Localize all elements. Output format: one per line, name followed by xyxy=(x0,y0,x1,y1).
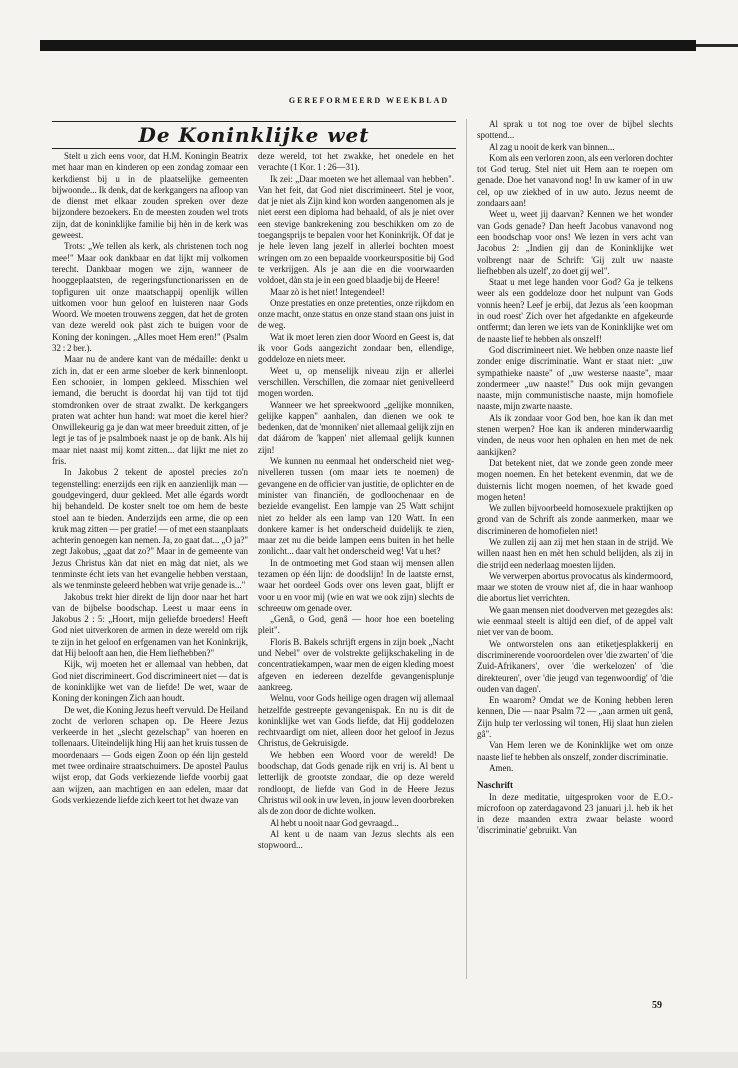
paragraph: Trots: „We tellen als kerk, als christenen toch nog mee!" Maar ook dankbaar en dat lijkt mij volkomen terecht. Dankbaar mogen we zijn, wanneer de hooggeplaatsten, de regeringsfunctionarissen en de topfiguren uit onze maatschappij openlijk willen uitkomen voor hun geloof en luisteren naar Gods Woord. We moeten trouwens zeggen, dat het de groten van deze wereld ook pàst zich te buigen voor de Koning der koningen. „Alles moet Hem eren!" (Psalm 32 : 2 ber.). xyxy=(52,241,248,354)
article-title-box xyxy=(52,121,456,149)
paragraph: Weet u, op menselijk niveau zijn er allerlei verschillen. Verschillen, die zomaar niet genivelleerd mogen worden. xyxy=(258,365,454,399)
top-bar xyxy=(40,40,696,51)
paragraph: Stelt u zich eens voor, dat H.M. Koningin Beatrix met haar man en kinderen op een zondag zomaar een kerkdienst bij u in de plaatselijke gemeenten bijwoonde... Ik denk, dat de kerkgangers na afloop van de dienst met elkaar zouden spreken over deze bijzondere bezoekers. En de meesten zouden wel trots zijn, dat de koninklijke familie bij hèn in de kerk was geweest. xyxy=(52,151,248,241)
paragraph: Al hebt u nooit naar God gevraagd... xyxy=(270,817,399,828)
paragraph: We kunnen nu eenmaal het onderscheid niet weg-nivelleren tussen (om maar iets te noemen) de gevangene en de officier van justitie, de oplichter en de minister van financiën, de godloochenaar en de bezielde evangelist. Een lampje van 25 Watt schijnt niet zo helder als een lamp van 120 Watt. In een donkere kamer is het onderscheid duidelijk te zien, maar zet nu die beide lampen eens buiten in het helle zonlicht... daar valt het onderscheid weg! Vat u het? xyxy=(258,456,454,557)
page-number: 59 xyxy=(652,1000,662,1011)
top-bar-end xyxy=(696,44,738,47)
paragraph: In de ontmoeting met God staan wij mensen allen tezamen op één lijn: de doodslijn! In de laatste ernst, waar het oordeel Gods over ons leven gaat, blijft er voor u en voor mij (wie en wat we ook zijn) slechts de schreeuw om genade over. xyxy=(258,557,454,613)
paragraph: Kijk, wij moeten het er allemaal van hebben, dat God niet discrimineert. God discrimineert niet — dat is de koninklijke wet van de liefde! De wet, waar de Koning der koningen Zich aan houdt. xyxy=(52,659,248,704)
paragraph: Maar nu de andere kant van de médaille: denkt u zich in, dat er een arme sloeber de kerk binnenloopt. Een schooier, in lompen gekleed. Misschien wel iemand, die berucht is doordat hij van tijd tot tijd stomdronken over de straat zwalkt. De kerkgangers praten wat achter hun hand: wat moet die kerel hier? Onwillekeurig ga je dan wat meer breeduit zitten, of je legt je tas of je psalmboek naast je op de bank. Als hij maar niet naast mij komt zitten... dat lijkt me niet zo fris. xyxy=(52,354,248,467)
paragraph: Weet u, weet jij daarvan? Kennen we het wonder van Gods genade? Dan heeft Jacobus vanavond nog een boodschap voor ons! We lezen in vers acht van Jacobus 2: „Indien gij dan de Koninklijke wet volbrengt naar de Schrift: 'Gij zult uw naaste liefhebben als uzelf', zo doet gij wel". xyxy=(477,209,673,276)
column-3 xyxy=(477,119,673,997)
paragraph: Dat betekent niet, dat we zonde geen zonde meer mogen noemen. En het betekent evenmin, dat we de duisternis licht mogen noemen, of het kwade goed mogen heten! xyxy=(477,457,673,502)
paragraph: Welnu, voor Gods heilige ogen dragen wij allemaal hetzelfde gestreepte gevangenispak. En nu is dit de koninklijke wet van Gods liefde, dat Hij goddelozen rechtvaardigt om niet, alleen door het geloof in Jezus Christus, de Gekruisigde. xyxy=(258,693,454,749)
paragraph: In Jakobus 2 tekent de apostel precies zo'n tegenstelling: enerzijds een rijk en aanzienlijk man — goudgevingerd, duur gekleed. Met alle égards wordt hij behandeld. De koster snelt toe om hem de beste stoel aan te bieden. Anderzijds een arme, die op een kruk mag zitten — per gratie! — of met een staanplaats achterin genoegen kan nemen. Ja, zo gaat dat... „O ja?" zegt Jakobus, „gaat dat zo?" Maar in de gemeente van Jezus Christus kàn dat niet en màg dat niet, als we tenminste écht iets van het evangelie hebben verstaan, als we tenminste geleerd hebben wat vrije genade is..." xyxy=(52,467,248,591)
paragraph: Als ik zondaar voor God ben, hoe kan ik dan met stenen werpen? Hoe kan ik anderen minderwaardig vinden, de neus voor hen ophalen en hen met de nek aankijken? xyxy=(477,412,673,457)
paragraph: We verwerpen abortus provocatus als kindermoord, maar we stoten de vrouw niet af, die in haar wanhoop die abortus liet verrichten. xyxy=(477,570,673,604)
paragraph: We zullen bijvoorbeeld homosexuele praktijken op grond van de Schrift als zonde aanmerken, maar we discrimineren de homofielen niet! xyxy=(477,503,673,536)
paragraph: Jakobus trekt hier direkt de lijn door naar het hart van de bijbelse boodschap. Leest u maar eens in Jakobus 2 : 5: „Hoort, mijn geliefde broeders! Heeft God niet uitverkoren de armen in deze wereld om rijk te zijn in het geloof en erfgenamen van het Koninkrijk, dat Hij belooft aan hen, die Hem liefhebben?" xyxy=(52,591,248,659)
naschrift-heading: Naschrift xyxy=(477,780,513,791)
paragraph: We gaan mensen niet doodverven met gezegdes als: wie eenmaal steelt is altijd een dief, of de appel valt niet ver van de boom. xyxy=(477,604,673,638)
paragraph: Wanneer we het spreekwoord „gelijke monniken, gelijke kappen" aanhalen, dan dienen we ook te bedenken, dat de 'monniken' niet allemaal gelijk zijn en dat dáárom de 'kappen' niet allemaal gelijk kunnen zijn! xyxy=(258,399,454,455)
paragraph: God discrimineert niet. We hebben onze naaste lief zonder enige discriminatie. Want er staat niet: „uw sympathieke naaste" of „uw westerse naaste", maar zondermeer „uw naaste!" Dus ook mijn gevangen naaste, mijn communistische naaste, mijn homofiele naaste, mijn zwarte naaste. xyxy=(477,344,673,412)
paragraph: Al kent u de naam van Jezus slechts als een stopwoord... xyxy=(258,828,454,851)
paragraph: De wet, die Koning Jezus heeft vervuld. De Heiland zocht de verloren schapen op. De Heere Jezus verkeerde in het „slecht gezelschap" van hoeren en tollenaars. Uiteindelijk hing Hij aan het kruis tussen de moordenaars — Gods eigen Zoon op één lijn gesteld met twee ordinaire straatschuimers. De apostel Paulus wijst erop, dat Gods verkiezende liefde voorbij gaat aan wijzen, aan machtigen en aan edelen, maar dat Gods verkiezende liefde zich keert tot het dwaze van xyxy=(52,704,248,805)
paragraph: We zullen zij aan zij met hen staan in de strijd. We willen naast hen en mèt hen schuld belijden, als zij in die strijd een nederlaag moesten lijden. xyxy=(477,536,673,570)
column-divider xyxy=(466,119,467,979)
paragraph: We hebben een Woord voor de wereld! De boodschap, dat Gods genade rijk en vrij is. Al bent u letterlijk de grootste zondaar, die op deze wereld rondloopt, de liefde van God in de Heere Jezus Christus wil ook in uw leven, in jouw leven doorbreken als de zon door de dichte wolken. xyxy=(258,749,454,817)
paragraph: Van Hem leren we de Koninklijke wet om onze naaste lief te hebben als onszelf, zonder discriminatie. xyxy=(477,740,673,762)
paragraph: deze wereld, tot het zwakke, het onedele en het verachte (1 Kor. 1 : 26—31). xyxy=(258,151,454,173)
paragraph: We ontworstelen ons aan etiketjesplakkerij en discriminerende vooroordelen over 'die zwarten' of 'die Zuid-Afrikaners', over 'die werkelozen' of 'die direkteuren', over 'die jeugd van tegenwoordig' of 'die ouden van dagen'. xyxy=(477,638,673,694)
running-header: GEREFORMEERD WEEKBLAD xyxy=(288,96,450,105)
article-title: De Koninklijke wet xyxy=(138,123,370,147)
paragraph: Amen. xyxy=(489,762,514,773)
paragraph: Al sprak u tot nog toe over de bijbel slechts spottend... xyxy=(477,119,673,141)
column-2 xyxy=(258,151,454,991)
page-edge xyxy=(0,1052,738,1068)
paragraph: Floris B. Bakels schrijft ergens in zijn boek „Nacht und Nebel" over de volstrekte gelijkschakeling in de concentratiekampen, waar men de eigen kleding moest afgeven en iedereen dezelfde gevangenisplunje aankreeg. xyxy=(258,636,454,692)
naschrift-text: In deze meditatie, uitgesproken voor de E.O.-microfoon op zaterdagavond 23 januari j.l. heb ik het in deze maanden extra zwaar belaste woord 'discriminatie' gebruikt. Van xyxy=(477,791,673,836)
paragraph: Maar zò is het niet! Integendeel! xyxy=(270,286,385,297)
paragraph: Al zag u nooit de kerk van binnen... xyxy=(489,141,615,152)
paragraph: Ik zei: „Daar moeten we het allemaal van hebben". Van het feit, dat God niet discrimineert. Stel je voor, dat je niet als Zijn kind kon worden aangenomen als je niet eerst een diploma had behaald, of als je niet over een stevige bankrekening zou beschikken om zo de toegangsprijs te bepalen voor het Koninkrijk. Of dat je je hele leven lang jezelf in allerlei bochten moest wringen om zo een bepaalde voorkeurspositie bij God te verkrijgen. Als je aan die en die voorwaarden voldoet, dàn sta je in een goed blaadje bij de Heere! xyxy=(258,173,454,286)
paragraph: Wat ik moet leren zien door Woord en Geest is, dat ik voor Gods aangezicht zondaar ben, ellendige, goddeloze en niets meer. xyxy=(258,331,454,365)
paragraph: Kom als een verloren zoon, als een verloren dochter tot God terug. Stel niet uit Hem aan te roepen om genade. Doe het vanavond nog! In uw kamer of in uw cel, op uw ziekbed of in uw auto. Jezus neemt de zondaars aan! xyxy=(477,152,673,209)
column-1 xyxy=(52,151,248,991)
paragraph: En waarom? Omdat we de Koning hebben leren kennen, Die — naar Psalm 72 — „aan armen uit genâ, Zijn hulp ter verlossing wil tonen, Hij slaat hun zielen gâ". xyxy=(477,695,673,740)
paragraph: Onze prestaties en onze pretenties, onze rijkdom en onze macht, onze status en onze stand staan ons juist in de weg. xyxy=(258,297,454,331)
paragraph: „Genâ, o God, genâ — hoor hoe een boeteling pleit". xyxy=(258,614,454,636)
paragraph: Staat u met lege handen voor God? Ga je telkens weer als een goddeloze door het nulpunt van Gods vonnis heen? Leef je erbij, dat Jezus als 'een koopman in oud roest' Zich over het afgedankte en afgekeurde ontfermt; dan leren we iets van de Koninklijke wet om de naaste lief te hebben als onszelf! xyxy=(477,277,673,344)
